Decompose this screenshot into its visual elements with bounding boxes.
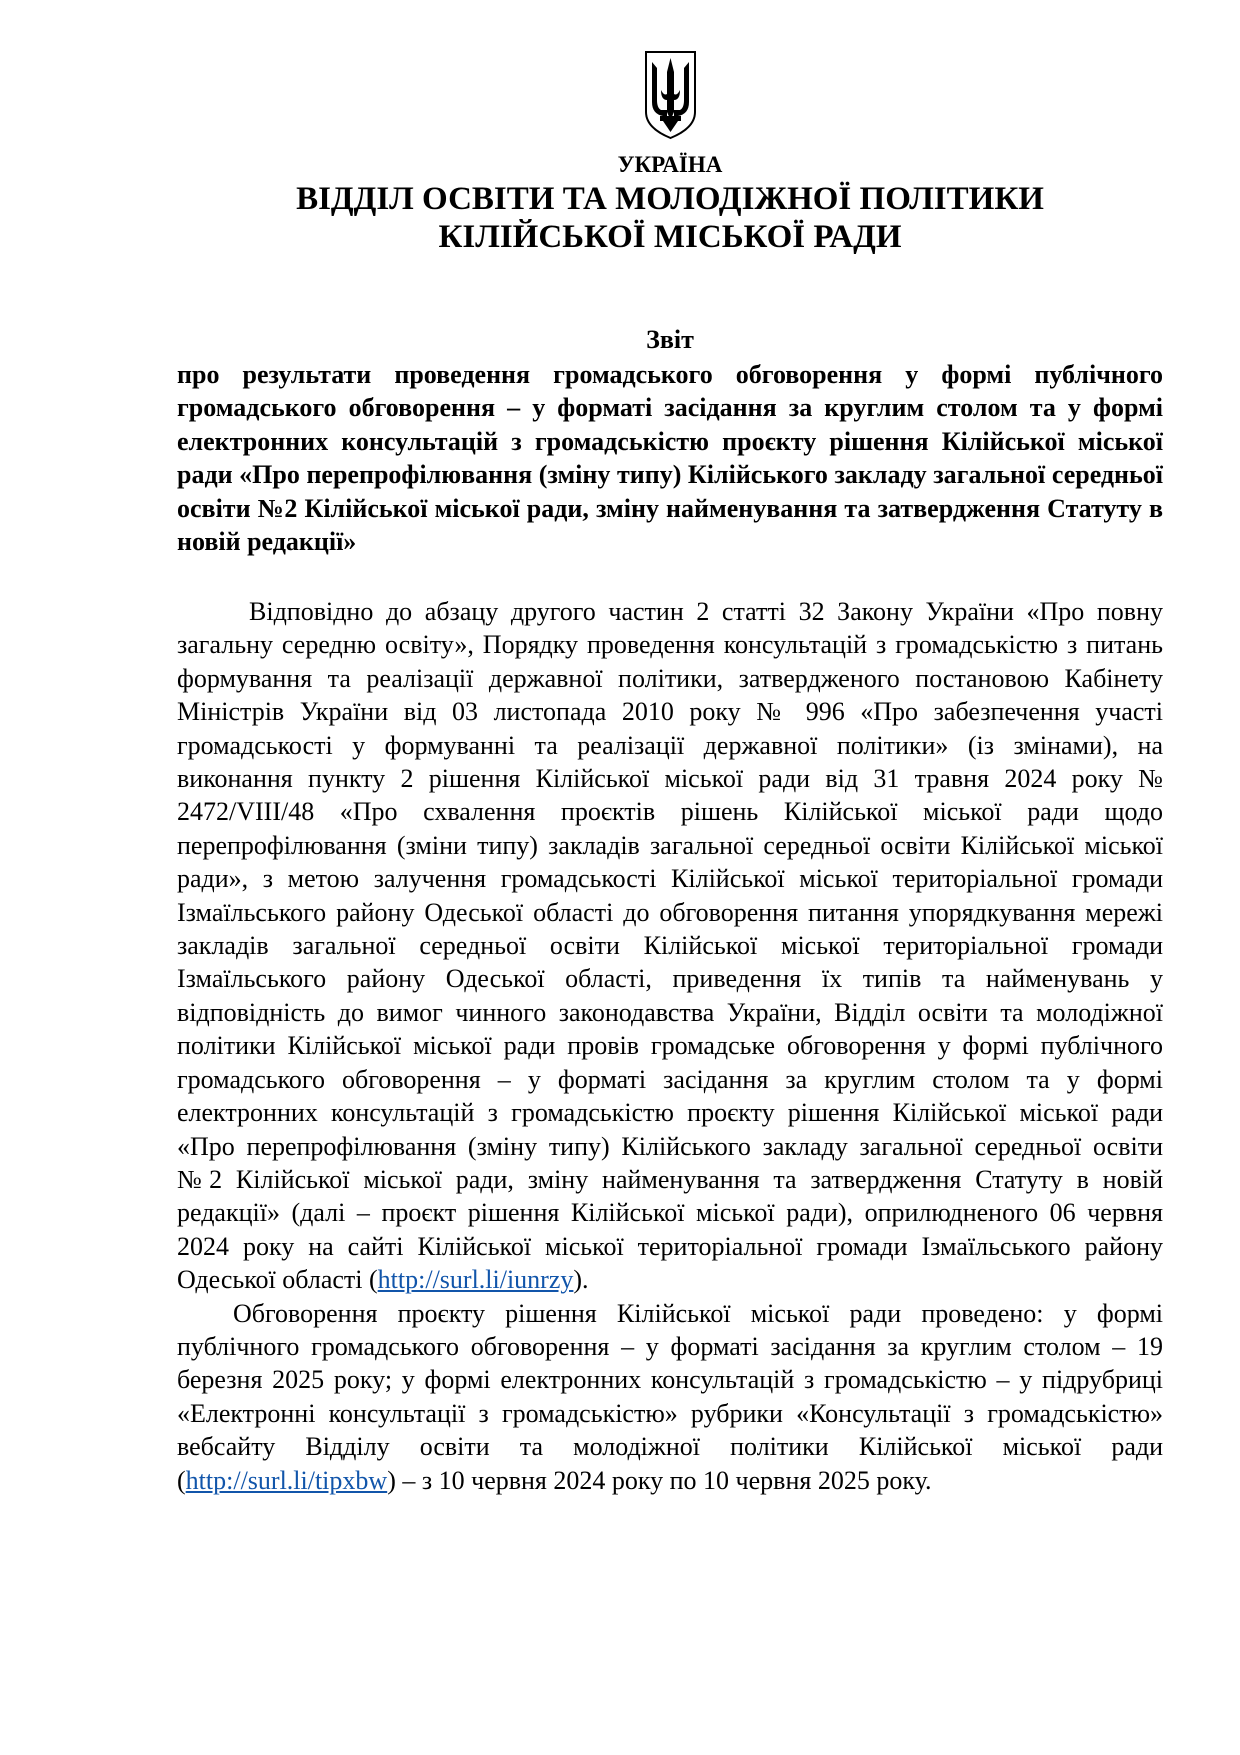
country-heading: УКРАЇНА <box>617 152 723 177</box>
paragraph-2 <box>177 1297 1163 1497</box>
department-site-link[interactable]: http://surl.li/tipxbw <box>185 1465 388 1495</box>
paragraph-2-end: ) – з 10 червня 2024 року по 10 червня 2025 року. <box>387 1465 932 1495</box>
paragraph-1 <box>177 595 1163 1297</box>
report-subject: про результати проведення громадського обговорення у формі публічного громадського обговорення – у форматі засідання за круглим столом та у формі електронних консультацій з громадськістю проєкту рішення Кілійської міської ради «Про перепрофілювання (зміну типу) Кілійського закладу загальної середньої освіти №2 Кілійської міської ради, зміну найменування та затвердження Статуту в новій редакції» <box>177 360 1163 557</box>
report-title: Звіт <box>646 325 694 354</box>
organization-name-line2: КІЛІЙСЬКОЇ МІСЬКОЇ РАДИ <box>438 219 902 255</box>
paragraph-1-end: ). <box>573 1265 589 1295</box>
paragraph-2-text: Обговорення проєкту рішення Кілійської міської ради проведено: у формі публічного громадського обговорення – у форматі засідання за круглим столом – 19 березня 2025 року; у формі електронних консультацій з громадськістю – у підрубриці «Електронні консультації з громадськістю» рубрики «Консультації з громадськістю» вебсайту Відділу освіти та молодіжної політики Кілійської міської ради ( <box>177 1298 1163 1495</box>
trident-coat-of-arms-icon <box>643 50 698 140</box>
report-body <box>177 595 1163 1497</box>
community-site-link[interactable]: http://surl.li/iunrzy <box>377 1265 574 1295</box>
paragraph-1-text: Відповідно до абзацу другого частин 2 статті 32 Закону України «Про повну загальну середню освіту», Порядку проведення консультацій з громадськістю з питань формування та реалізації державної політики, затвердженого постановою Кабінету Міністрів України від 03 листопада 2010 року № 996 «Про забезпечення участі громадськості у формуванні та реалізації державної політики» (із змінами), на виконання пункту 2 рішення Кілійської міської ради від 31 травня 2024 року № 2472/VIII/48 «Про схвалення проєктів рішень Кілійської міської ради щодо перепрофілювання (зміни типу) закладів загальної середньої освіти Кілійської міської ради», з метою залучення громадськості Кілійської міської територіальної громади Ізмаїльського району Одеської області до обговорення питання упорядкування мережі закладів загальної середньої освіти Кілійської міської територіальної громади Ізмаїльського району Одеської області, приведення їх типів та найменувань у відповідність до вимог чинного законодавства України, Відділ освіти та молодіжної політики Кілійської міської ради провів громадське обговорення у формі публічного громадського обговорення – у форматі засідання за круглим столом та у формі електронних консультацій з громадськістю проєкту рішення Кілійської міської ради «Про перепрофілювання (зміну типу) Кілійського закладу загальної середньої освіти №2 Кілійської міської ради, зміну найменування та затвердження Статуту в новій редакції» (далі – проєкт рішення Кілійської міської ради), оприлюдненого 06 червня 2024 року на сайті Кілійської міської територіальної громади Ізмаїльського району Одеської області ( <box>177 597 1163 1295</box>
organization-name-line1: ВІДДІЛ ОСВІТИ ТА МОЛОДІЖНОЇ ПОЛІТИКИ <box>296 181 1044 217</box>
